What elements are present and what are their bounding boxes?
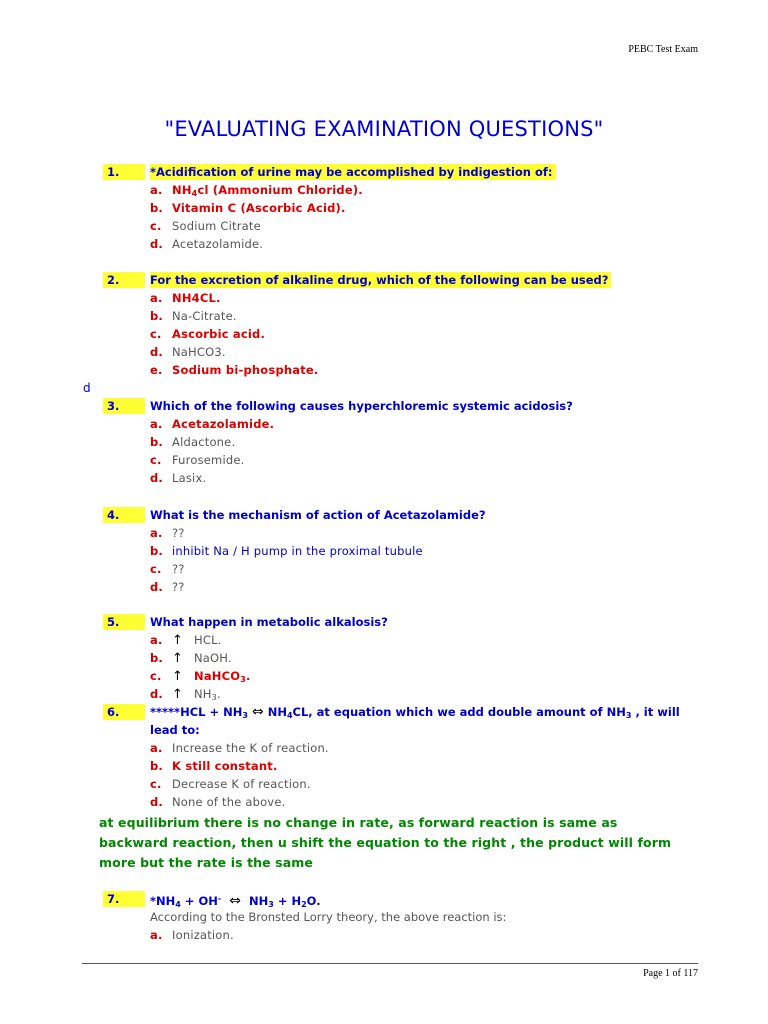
header-text: PEBC Test Exam bbox=[628, 44, 698, 55]
page-number: Page 1 of 117 bbox=[643, 968, 698, 979]
option-3b: b. Aldactone. bbox=[150, 435, 236, 449]
question-number: 2. bbox=[103, 272, 145, 288]
option-6a: a. Increase the K of reaction. bbox=[150, 741, 329, 755]
option-3d: d. Lasix. bbox=[150, 471, 207, 485]
question-text: For the excretion of alkaline drug, which of the following can be used? bbox=[150, 272, 611, 288]
question-text: What is the mechanism of action of Acetazolamide? bbox=[150, 508, 486, 522]
option-4a: a. ?? bbox=[150, 526, 185, 540]
option-2c: c. Ascorbic acid. bbox=[150, 327, 266, 341]
option-6c: c. Decrease K of reaction. bbox=[150, 777, 311, 791]
up-arrow-icon: ↑ bbox=[172, 633, 184, 648]
question-7-note: According to the Bronsted Lorry theory, the above reaction is: bbox=[150, 910, 507, 924]
double-arrow-icon: ⇔ bbox=[251, 704, 264, 720]
option-4d: d. ?? bbox=[150, 580, 185, 594]
option-6d: d. None of the above. bbox=[150, 795, 286, 809]
stray-character: d bbox=[83, 381, 91, 395]
question-number: 5. bbox=[103, 614, 145, 630]
up-arrow-icon: ↑ bbox=[172, 669, 184, 684]
option-1a: a. $NH_4cl$ (Ammonium Chloride). bbox=[150, 183, 363, 198]
option-1c: c. Sodium Citrate bbox=[150, 219, 261, 233]
question-text: $*NH_4 + OH^-$ ⇔ $NH_3 + H_2O$. bbox=[150, 893, 321, 909]
question-text: Which of the following causes hyperchloremic systemic acidosis? bbox=[150, 399, 573, 413]
double-arrow-icon: ⇔ bbox=[229, 893, 241, 909]
footer-divider bbox=[82, 963, 698, 964]
option-2d: d. NaHCO3. bbox=[150, 345, 226, 359]
option-5c: c. ↑ NaHCO$_3$. bbox=[150, 669, 251, 684]
option-3c: c. Furosemide. bbox=[150, 453, 245, 467]
option-4c: c. ?? bbox=[150, 562, 185, 576]
option-3a: a. Acetazolamide. bbox=[150, 417, 275, 431]
option-7a: a. Ionization. bbox=[150, 928, 234, 942]
question-number: 6. bbox=[103, 704, 145, 720]
page-title: "EVALUATING EXAMINATION QUESTIONS" bbox=[164, 117, 604, 141]
up-arrow-icon: ↑ bbox=[172, 687, 184, 702]
question-number: 4. bbox=[103, 507, 145, 523]
option-5b: b. ↑ NaOH. bbox=[150, 651, 232, 666]
question-number: 3. bbox=[103, 398, 145, 414]
question-text: What happen in metabolic alkalosis? bbox=[150, 615, 388, 629]
question-text: *Acidification of urine may be accomplished by indigestion of: bbox=[150, 164, 556, 180]
option-6b: b. K still constant. bbox=[150, 759, 278, 773]
option-5d: d. ↑ $NH_3$. bbox=[150, 687, 221, 702]
option-4b: b. inhibit Na / H pump in the proximal tubule bbox=[150, 544, 423, 558]
answer-note: at equilibrium there is no change in rate, as forward reaction is same as backward reaction, then u shift the equation to the right , the product will form more but the rate is the same bbox=[99, 815, 672, 870]
option-2b: b. Na-Citrate. bbox=[150, 309, 237, 323]
question-text-cont: lead to: bbox=[150, 723, 200, 737]
option-2a: a. NH4CL. bbox=[150, 291, 221, 305]
question-number: 1. bbox=[103, 164, 145, 180]
option-2e: e. Sodium bi-phosphate. bbox=[150, 363, 319, 377]
option-1b: b. Vitamin C (Ascorbic Acid). bbox=[150, 201, 346, 215]
option-1d: d. Acetazolamide. bbox=[150, 237, 264, 251]
question-number: 7. bbox=[103, 891, 145, 907]
up-arrow-icon: ↑ bbox=[172, 651, 184, 666]
question-text: $*****HCL + NH_3$ ⇔ $NH_4CL$, at equation which we add double amount of $NH_3$ , it will bbox=[150, 704, 680, 720]
option-5a: a. ↑ HCL. bbox=[150, 633, 222, 648]
